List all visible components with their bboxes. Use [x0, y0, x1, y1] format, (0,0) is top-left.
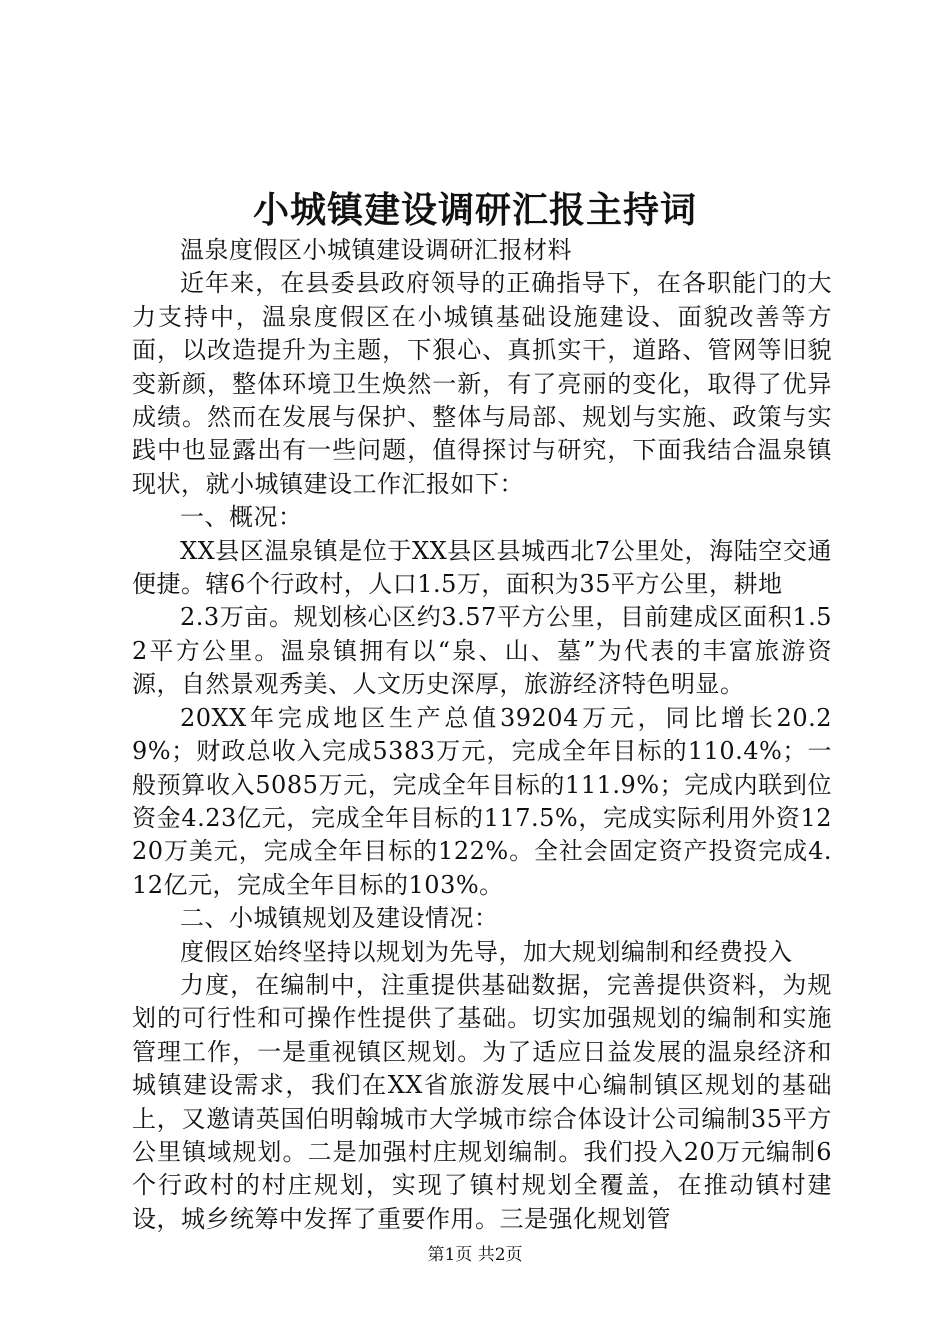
paragraph-overview-location: XX县区温泉镇是位于XX县区县城西北7公里处，海陆空交通便捷。辖6个行政村，人口1.5万，面积为35平方公里，耕地	[132, 536, 832, 599]
document-body	[132, 234, 832, 1236]
paragraph-planning-details: 力度，在编制中，注重提供基础数据，完善提供资料，为规划的可行性和可操作性提供了基础。切实加强规划的编制和实施管理工作，一是重视镇区规划。为了适应日益发展的温泉经济和城镇建设需求，我们在XX省旅游发展中心编制镇区规划的基础上，又邀请英国伯明翰城市大学城市综合体设计公司编制35平方公里镇域规划。二是加强村庄规划编制。我们投入20万元编制6个行政村的村庄规划，实现了镇村规划全覆盖，在推动镇村建设，城乡统筹中发挥了重要作用。三是强化规划管	[132, 970, 832, 1233]
document-title: 小城镇建设调研汇报主持词	[252, 189, 697, 231]
paragraph-intro: 近年来，在县委县政府领导的正确指导下，在各职能门的大力支持中，温泉度假区在小城镇基础设施建设、面貌改善等方面，以改造提升为主题，下狠心、真抓实干，道路、管网等旧貌变新颜，整体环境卫生焕然一新，有了亮丽的变化，取得了优异成绩。然而在发展与保护、整体与局部、规划与实施、政策与实践中也显露出有一些问题，值得探讨与研究，下面我结合温泉镇现状，就小城镇建设工作汇报如下：	[132, 269, 832, 498]
paragraph-economic-stats: 20XX年完成地区生产总值39204万元，同比增长20.29%；财政总收入完成5383万元，完成全年目标的110.4%；一般预算收入5085万元，完成全年目标的111.9%；完成内联到位资金4.23亿元，完成全年目标的117.5%，完成实际利用外资1220万美元，完成全年目标的122%。全社会固定资产投资完成4.12亿元，完成全年目标的103%。	[132, 703, 832, 899]
section-heading-planning: 二、小城镇规划及建设情况：	[180, 904, 499, 933]
paragraph-planning-intro: 度假区始终坚持以规划为先导，加大规划编制和经费投入	[180, 937, 793, 966]
section-heading-overview: 一、概况：	[180, 503, 303, 532]
paragraph-overview-area: 2.3万亩。规划核心区约3.57平方公里，目前建成区面积1.52平方公里。温泉镇拥有以“泉、山、墓”为代表的丰富旅游资源，自然景观秀美、人文历史深厚，旅游经济特色明显。	[132, 603, 832, 699]
page-footer: 第1页 共2页	[427, 1245, 523, 1265]
paragraph-subtitle: 温泉度假区小城镇建设调研汇报材料	[180, 236, 572, 264]
